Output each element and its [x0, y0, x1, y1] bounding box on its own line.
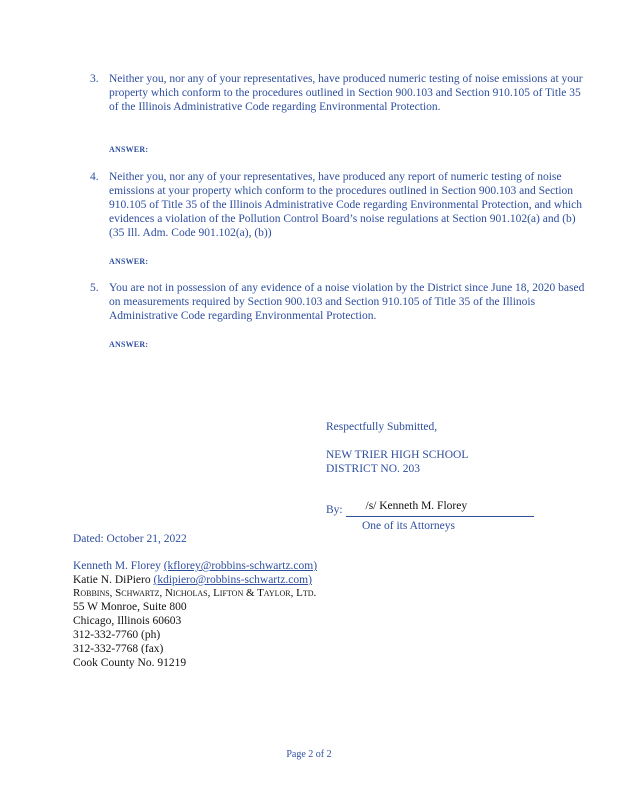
signer-role: One of its Attorneys — [362, 520, 455, 532]
by-label: By: — [326, 504, 343, 516]
answer-label: ANSWER: — [109, 340, 149, 349]
page-number: Page 2 of 2 — [286, 749, 332, 760]
item-text: Neither you, nor any of your representatives, have produced numeric testing of noise emissions at your property which conform to the procedures outlined in Section 900.103 and Section 910.105 of Title 35 of the Illinois Administrative Code regarding Environmental Protection. — [109, 73, 583, 113]
address-line-2: Chicago, Illinois 60603 — [73, 615, 182, 627]
counsel-line-2 — [73, 574, 312, 588]
item-number: 4. — [90, 171, 99, 183]
firm-name: Robbins, Schwartz, Nicholas, Lifton & Taylor, Ltd. — [73, 587, 317, 599]
attorney-name: Katie N. DiPiero — [73, 574, 151, 586]
address-line-1: 55 W Monroe, Suite 800 — [73, 601, 187, 613]
closing: Respectfully Submitted, — [326, 421, 438, 433]
signature-line — [326, 502, 534, 517]
counsel-line-1 — [73, 560, 317, 574]
dated: Dated: October 21, 2022 — [73, 533, 187, 545]
organization-line-1: NEW TRIER HIGH SCHOOL — [326, 449, 469, 461]
item-number: 5. — [90, 282, 99, 294]
signed-name: /s/ Kenneth M. Florey — [365, 500, 468, 512]
phone: 312-332-7760 (ph) — [73, 629, 161, 641]
county-number: Cook County No. 91219 — [73, 657, 187, 669]
item-text: Neither you, nor any of your representatives, have produced any report of numeric testing of noise emissions at your property which conform to the procedures outlined in Section 900.103 and Section 910.105 of Title 35 of the Illinois Administrative Code regarding Environmental Protection, and which evidences a violation of the Pollution Control Board’s noise regulations at Section 901.102(a) and (b)(35 Ill. Adm. Code 901.102(a), (b)) — [109, 171, 583, 239]
fax: 312-332-7768 (fax) — [73, 643, 164, 655]
item-number: 3. — [90, 73, 99, 85]
attorney-email-link[interactable]: (kflorey@robbins-schwartz.com) — [163, 560, 318, 572]
signature-rule — [346, 502, 534, 517]
answer-label: ANSWER: — [109, 145, 149, 154]
answer-label: ANSWER: — [109, 257, 149, 266]
organization-line-2: DISTRICT NO. 203 — [326, 463, 421, 475]
attorney-email-link[interactable]: (kdipiero@robbins-schwartz.com) — [153, 574, 312, 586]
item-text: You are not in possession of any evidence of a noise violation by the District since June 18, 2020 based on measurements required by Section 900.103 and Section 910.105 of Title 35 of the Illinois Administrative Code regarding Environmental Protection. — [109, 282, 585, 322]
attorney-name: Kenneth M. Florey — [73, 560, 161, 572]
